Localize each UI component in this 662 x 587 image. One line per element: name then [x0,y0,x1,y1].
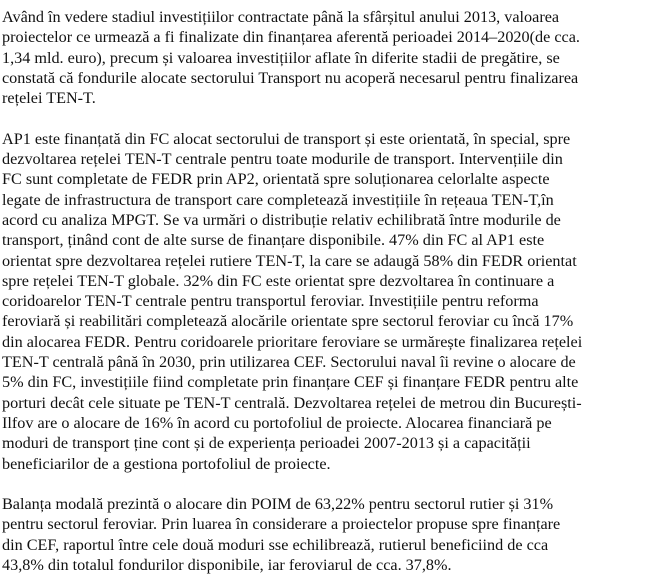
text-line: spre rețelei TEN-T globale. 32% din FC este orientat spre dezvoltarea în continuare a [2,271,555,290]
text-line: moduri de transport ține cont și de experiența perioadei 2007-2013 și a capacității [2,434,531,453]
text-line: AP1 este finanțată din FC alocat sectorului de transport și este orientată, în special, spre [2,129,571,148]
text-line: TEN-T centrală până în 2030, prin utilizarea CEF. Sectorului naval îi revine o alocare de [2,353,576,372]
text-line: pentru sectorul feroviar. Prin luarea în considerare a proiectelor propuse spre finanțare [2,515,561,534]
text-line: rețelei TEN-T. [2,89,96,108]
text-line: 1,34 mld. euro), precum și valoarea investițiilor aflate în diferite stadii de pregătire, se [2,48,560,67]
text-line: din alocarea FEDR. Pentru coridoarele prioritare feroviare se urmărește finalizarea rețelei [2,332,583,351]
text-line: transport, ținând cont de alte surse de finanțare disponibile. 47% din FC al AP1 este [2,231,545,250]
text-line: beneficiarilor de a gestiona portofoliul de proiecte. [2,454,331,473]
text-line: din CEF, raportul între cele două moduri sse echilibrează, rutierul beneficiind de cca [2,535,549,554]
text-line: Având în vedere stadiul investițiilor contractate până la sfârșitul anului 2013, valoarea [2,8,560,26]
text-line: 5% din FC, investițiile fiind completate prin finanțare CEF și finanțare FEDR pentru alte [2,373,579,392]
text-line: dezvoltarea rețelei TEN-T centrale pentru toate modurile de transport. Intervențiile din [2,150,563,169]
paragraph-modal-balance [2,494,658,575]
text-line: coridoarelor TEN-T centrale pentru transportul feroviar. Investițiile pentru reforma [2,292,539,311]
text-line: Balanța modală prezintă o alocare din POIM de 63,22% pentru sectorul rutier și 31% [2,495,554,514]
text-line: constată că fondurile alocate sectorului Transport nu acoperă necesarul pentru finalizarea [2,68,579,87]
text-line: porturi decât cele situate pe TEN-T centrală. Dezvoltarea rețelei de metrou din București- [2,393,582,412]
text-line: Ilfov are o alocare de 16% în acord cu portofoliul de proiecte. Alocarea financiară pe [2,413,552,432]
text-line: legate de infrastructura de transport care completează investițiile în rețeaua TEN-T,în [2,190,554,209]
text-line: feroviară și reabilitări completează alocările orientate spre sectorul feroviar cu încă 17% [2,312,574,331]
text-line: 43,8% din totalul fondurilor disponibile, iar feroviarul de cca. 37,8%. [2,556,452,575]
paragraph-ap1 [2,129,658,474]
paragraph-intro [2,7,658,108]
text-line: orientat spre dezvoltarea rețelei rutiere TEN-T, la care se adaugă 58% din FEDR orientat [2,251,577,270]
document-body [2,7,658,575]
text-line: FC sunt completate de FEDR prin AP2, orientată spre soluționarea celorlalte aspecte [2,170,550,189]
text-line: proiectelor ce urmează a fi finalizate din finanțarea aferentă perioadei 2014–2020(de cca. [2,28,580,47]
text-line: acord cu analiza MPGT. Se va urmări o distribuție relativ echilibrată între modurile de [2,210,561,229]
